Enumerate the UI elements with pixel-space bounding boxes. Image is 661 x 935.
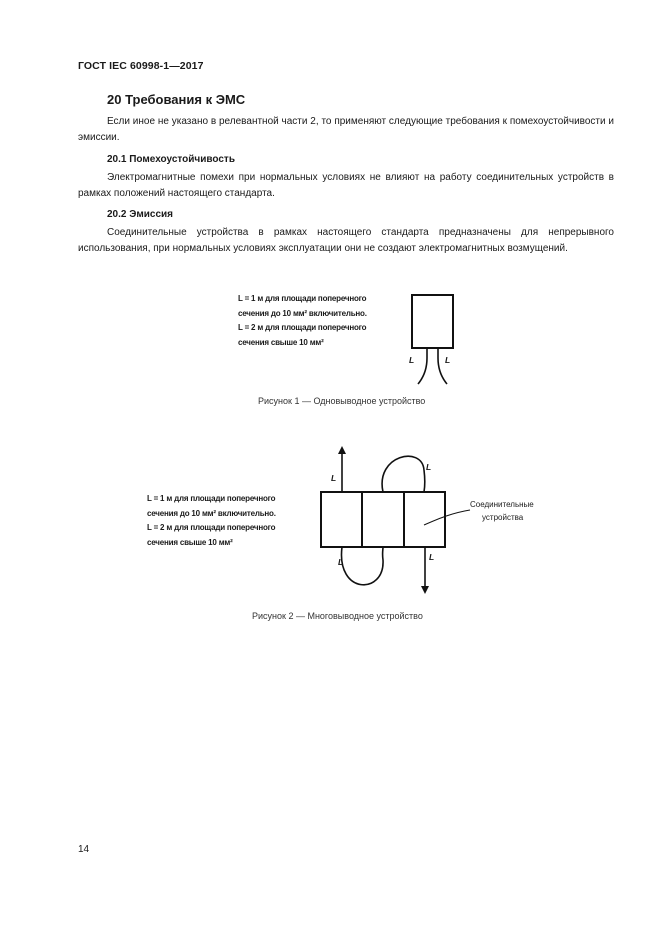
figure2-callout-line: устройства	[482, 512, 524, 522]
subsection-title-emission: 20.2 Эмиссия	[107, 209, 174, 220]
figure2-note-line: L = 2 м для площади поперечного	[147, 523, 276, 532]
figure2-length-label: L	[338, 557, 344, 567]
page-number: 14	[78, 844, 90, 855]
figure1-note-line: сечения до 10 мм² включительно.	[238, 308, 367, 318]
emission-text: Соединительные устройства в рамках настоящего стандарта предназначены для непрерывного использования, при нормальных условиях эксплуатации они не создают электромагнитных возмущений.	[78, 227, 614, 254]
figure2-length-label: L	[426, 462, 432, 472]
figure2-device-block	[321, 492, 445, 547]
document-header: ГОСТ IEC 60998-1—2017	[78, 60, 204, 72]
figure1-length-label-right: L	[445, 355, 451, 365]
figure1-note-line: L = 2 м для площади поперечного	[238, 323, 367, 332]
figure1-length-label-left: L	[409, 355, 415, 365]
figure2-callout	[470, 498, 534, 523]
figure2-note-line: L = 1 м для площади поперечного	[147, 494, 276, 503]
figure2-callout-line: Соединительные	[470, 500, 534, 509]
figure2-caption: Рисунок 2 — Многовыводное устройство	[252, 611, 423, 621]
figure2-length-label: L	[331, 473, 337, 483]
subsection-title-immunity: 20.1 Помехоустойчивость	[107, 154, 235, 165]
figure2-lower-loop	[341, 547, 383, 585]
figure2-length-label: L	[429, 552, 435, 562]
figure1-note-line: L = 1 м для площади поперечного	[238, 294, 367, 303]
figure2-upper-loop	[382, 456, 425, 492]
section-title: 20 Требования к ЭМС	[107, 92, 246, 107]
figure2-note-line: сечения до 10 мм² включительно.	[147, 508, 276, 518]
figure2-note-line: сечения свыше 10 мм²	[147, 537, 233, 547]
figure1-note-line: сечения свыше 10 мм²	[238, 337, 324, 347]
section-intro-text: Если иное не указано в релевантной части 2, то применяют следующие требования к помехоустойчивости и эмиссии.	[78, 116, 614, 143]
immunity-text: Электромагнитные помехи при нормальных условиях не влияют на работу соединительных устройств в рамках положений настоящего стандарта.	[78, 172, 614, 199]
figure2-callout-leader	[424, 510, 470, 525]
figure1-caption: Рисунок 1 — Одновыводное устройство	[258, 396, 426, 406]
